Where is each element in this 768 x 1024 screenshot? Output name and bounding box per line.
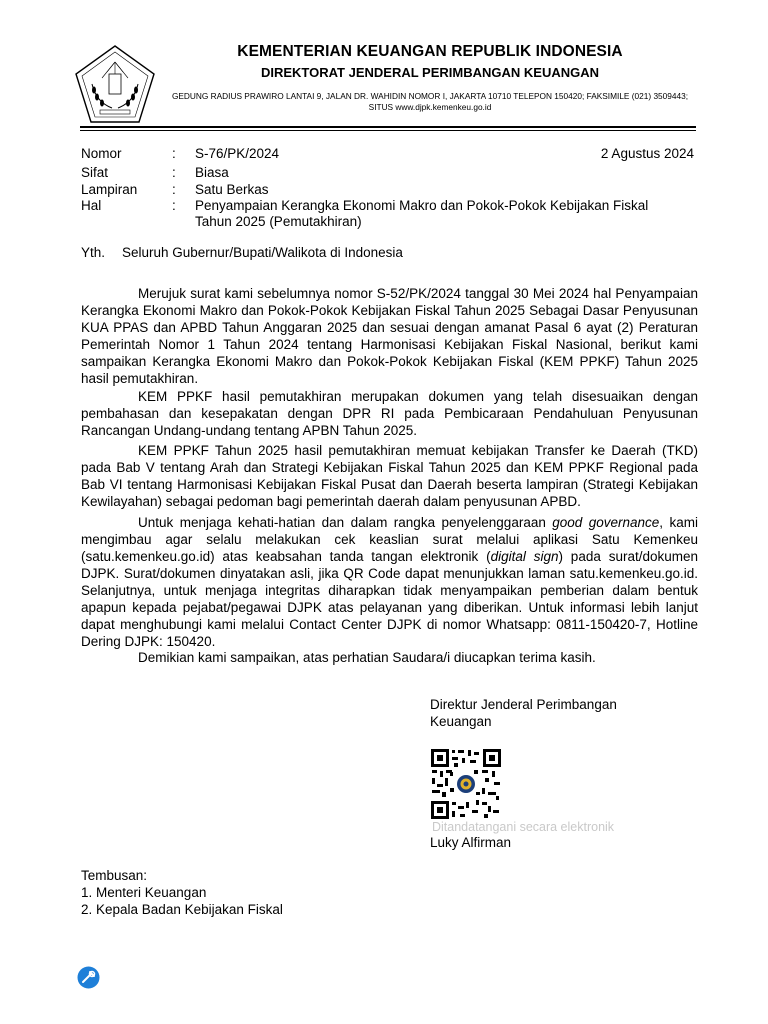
nomor-label: Nomor: [81, 146, 122, 161]
letterhead-divider-thick: [80, 126, 696, 128]
body-paragraph-5: Demikian kami sampaikan, atas perhatian Saudara/i diucapkan terima kasih.: [138, 650, 596, 665]
recipient-name: Seluruh Gubernur/Bupati/Walikota di Indonesia: [122, 245, 403, 260]
p4-text-c: ) pada surat/dokumen DJPK. Surat/dokumen dinyatakan asli, jika QR Code dapat menunjukkan laman satu.kemenkeu.go.id. Selanjutnya, untuk menjaga integritas diharapkan tidak menyampaikan pemberian dalam bentuk apapun kepada pejabat/pegawai DJPK atas pelayanan yang diberikan. Untuk informasi lebih lanjut dapat menghubungi kami melalui Contact Center DJPK di nomor Whatsapp: 0811-150420-7, Hotline Dering DJPK: 150420.: [81, 549, 698, 649]
lampiran-label: Lampiran: [81, 182, 138, 197]
signer-title: Direktur Jenderal Perimbangan Keuangan: [430, 697, 617, 729]
lampiran-value: Satu Berkas: [195, 182, 269, 197]
body-paragraph-1: Merujuk surat kami sebelumnya nomor S-52/PK/2024 tanggal 30 Mei 2024 hal Penyampaian Kerangka Ekonomi Makro dan Pokok-Pokok Kebijakan Fiskal Tahun 2025 Sebagai Dasar Penyusunan KUA PPAS dan APBD Tahun Anggaran 2025 dan sesuai dengan amanat Pasal 6 ayat (2) Peraturan Pemerintah Nomor 1 Tahun 2024 tentang Harmonisasi Kebijakan Fiskal Nasional, berikut kami sampaikan Kerangka Ekonomi Makro dan Pokok-Pokok Kebijakan Fiskal (KEM PPKF) Tahun 2025 hasil pemutakhiran.: [81, 286, 698, 386]
sifat-value: Biasa: [195, 165, 229, 180]
kemenkeu-logo-icon: [72, 44, 158, 126]
body-paragraph-4: [81, 514, 698, 650]
copy-item: 2. Kepala Badan Kebijakan Fiskal: [81, 902, 283, 917]
electronic-signature-note: Ditandatangani secara elektronik: [432, 820, 615, 834]
nomor-value: S-76/PK/2024: [195, 146, 280, 161]
nomor-colon: :: [172, 146, 176, 161]
hal-value: Penyampaian Kerangka Ekonomi Makro dan Pokok-Pokok Kebijakan Fiskal Tahun 2025 (Pemutakhiran): [195, 198, 649, 229]
sifat-colon: :: [172, 165, 176, 180]
org-name-sub: DIREKTORAT JENDERAL PERIMBANGAN KEUANGAN: [260, 65, 600, 80]
copy-item: 1. Menteri Keuangan: [81, 885, 207, 900]
p4-emphasis-digital-sign: digital sign: [490, 549, 559, 564]
body-paragraph-2: KEM PPKF hasil pemutakhiran merupakan dokumen yang telah disesuaikan dengan pembahasan dan kesepakatan dengan DPR RI pada Pembicaraan Pendahuluan Penyusunan Rancangan Undang-undang tentang APBN Tahun 2025.: [81, 389, 698, 438]
recipient-prefix: Yth.: [81, 245, 106, 260]
hal-label: Hal: [81, 198, 102, 213]
signer-name: Luky Alfirman: [430, 835, 512, 850]
org-name-main: KEMENTERIAN KEUANGAN REPUBLIK INDONESIA: [237, 43, 623, 60]
body-paragraph-3: KEM PPKF Tahun 2025 hasil pemutakhiran memuat kebijakan Transfer ke Daerah (TKD) pada Bab V tentang Arah dan Strategi Kebijakan Fiskal Tahun 2025 dan KEM PPKF Regional pada Bab VI tentang Harmonisasi Kebijakan Fiskal Pusat dan Daerah beserta lampiran (Strategi Kebijakan Kewilayahan) sebagai pedoman bagi pemerintah daerah dalam penyusunan APBD.: [81, 443, 698, 509]
sifat-label: Sifat: [81, 165, 109, 180]
org-address: GEDUNG RADIUS PRAWIRO LANTAI 9, JALAN DR. WAHIDIN NOMOR I, JAKARTA 10710 TELEPON 150420; FAKSIMILE (021) 3509443; SITUS www.djpk.kemenkeu.go.id: [171, 91, 689, 112]
p4-text-b: , kami mengimbau agar selalu melakukan cek keaslian surat melalui aplikasi Satu Kemenkeu (satu.kemenkeu.go.id) atas keabsahan tanda tangan elektronik (: [81, 515, 698, 564]
letter-date: 2 Agustus 2024: [600, 146, 694, 161]
letterhead-divider-thin: [80, 130, 696, 131]
qr-code-icon[interactable]: [430, 748, 502, 820]
lampiran-colon: :: [172, 182, 176, 197]
verification-badge-icon[interactable]: [77, 966, 100, 989]
copies-title: Tembusan:: [81, 868, 148, 883]
p4-emphasis-good-governance: good governance: [552, 515, 660, 530]
p4-text-a: Untuk menjaga kehati-hatian dan dalam rangka penyelenggaraan: [138, 515, 553, 530]
hal-colon: :: [172, 198, 176, 213]
